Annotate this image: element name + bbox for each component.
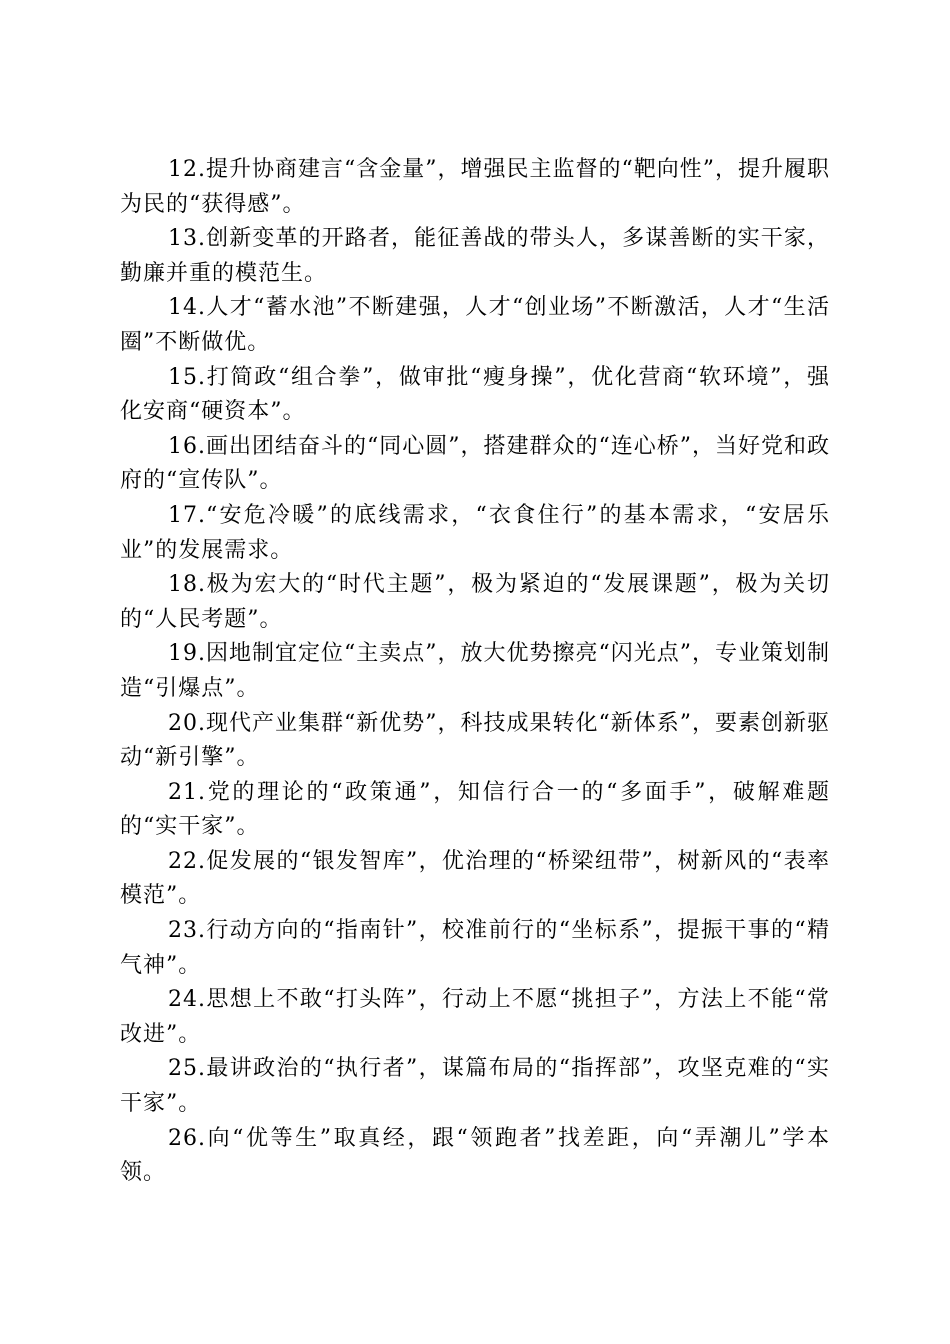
paragraph-24: 24.思想上不敢“打头阵”，行动上不愿“挑担子”，方法上不能“常改进”。: [120, 987, 830, 1047]
paragraph-20: 20.现代产业集群“新优势”，科技成果转化“新体系”，要素创新驱动“新引擎”。: [120, 710, 830, 771]
paragraph-26: 26.向“优等生”取真经，跟“领跑者”找差距，向“弄潮儿”学本领。: [120, 1125, 830, 1186]
paragraph-22: 22.促发展的“银发智库”，优治理的“桥梁纽带”，树新风的“表率模范”。: [120, 848, 830, 909]
paragraph-12: 12.提升协商建言“含金量”，增强民主监督的“靶向性”，提升履职为民的“获得感”。: [120, 157, 830, 217]
paragraph-14: 14.人才“蓄水池”不断建强，人才“创业场”不断激活，人才“生活圈”不断做优。: [120, 295, 830, 355]
paragraph-15: 15.打简政“组合拳”，做审批“瘦身操”，优化营商“软环境”，强化安商“硬资本”。: [120, 364, 830, 425]
document-body: [120, 153, 830, 1191]
paragraph-18: 18.极为宏大的“时代主题”，极为紧迫的“发展课题”，极为关切的“人民考题”。: [120, 572, 830, 632]
paragraph-23: 23.行动方向的“指南针”，校准前行的“坐标系”，提振干事的“精气神”。: [120, 918, 830, 978]
paragraph-19: 19.因地制宜定位“主卖点”，放大优势擦亮“闪光点”，专业策划制造“引爆点”。: [120, 641, 830, 701]
paragraph-25: 25.最讲政治的“执行者”，谋篇布局的“指挥部”，攻坚克难的“实干家”。: [120, 1056, 830, 1117]
paragraph-17: 17.“安危冷暖”的底线需求，“衣食住行”的基本需求，“安居乐业”的发展需求。: [120, 502, 830, 563]
paragraph-13: 13.创新变革的开路者，能征善战的带头人，多谋善断的实干家，勤廉并重的模范生。: [120, 226, 830, 286]
paragraph-21: 21.党的理论的“政策通”，知信行合一的“多面手”，破解难题的“实干家”。: [120, 779, 830, 840]
paragraph-16: 16.画出团结奋斗的“同心圆”，搭建群众的“连心桥”，当好党和政府的“宣传队”。: [120, 433, 830, 494]
